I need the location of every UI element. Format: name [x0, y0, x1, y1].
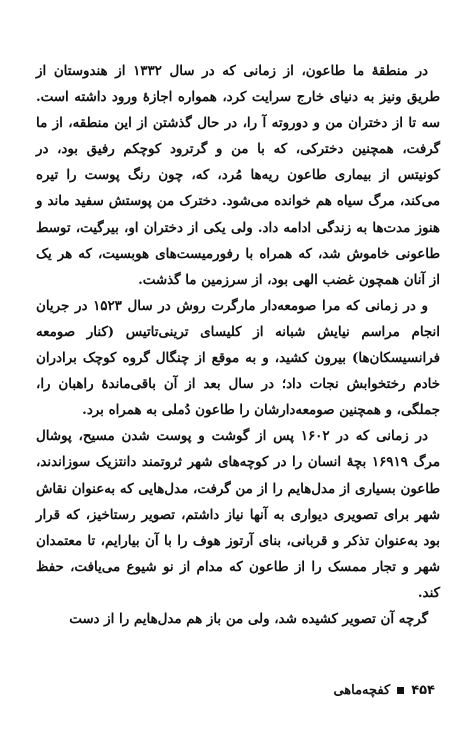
paragraph: در زمانی که در ۱۶۰۲ پس از گوشت و پوست شدن مسیح، پوشال مرگ ۱۶۹۱۹ بچهٔ انسان را در کوچه‌های شهر ثروتمند دانتزیک سوزاندند، طاعون بسیاری از مدل‌هایم را از من گرفت، مدل‌هایی که به‌عنوان نقاش شهر برای تصویری دیواری به آنها نیاز داشتم، تصویر رستاخیز، که قرار بود به‌عنوان تذکر و قربانی، بنای آرتوز هوف را با آن بیارایم، تا معتمدان شهر و تجار ممسک را از طاعون که مدام از نو شیوع می‌یافت، حفظ کند. [36, 428, 440, 601]
running-title: کفچه‌ماهی [333, 683, 391, 698]
body-text [36, 58, 440, 632]
page-footer [333, 683, 435, 698]
paragraph: گرچه آن تصویر کشیده شد، ولی من باز هم مدل‌هایم را از دست [69, 610, 428, 627]
square-bullet-icon [397, 687, 404, 694]
page-number: ۴۵۴ [411, 683, 435, 698]
paragraph: در منطقهٔ ما طاعون، از زمانی که در سال ۱۳۳۲ از هندوستان از طریق ونیز به دنیای خارج سرایت کرد، همواره اجازهٔ ورود داشته است. سه تا از دختران من و دوروته آ را، در حال گذشتن از این منطقه، از ما گرفت، همچنین دخترکی، که با من و گرترود کوچکم رفیق بود، در کونیتس از بیماری طاعون ریه‌ها مُرد، که، چون رنگ پوست را تیره می‌کند، مرگ سیاه هم خوانده می‌شود. دخترک من پوستش سفید ماند و هنوز مدت‌ها به زندگی ادامه داد. ولی یکی از دختران او، بیرگیت، توسط طاعونی خاموش شد، که همراه با رفورمیست‌های هوبسیت، که هر یک از آنان همچون غضب الهی بود، از سرزمین ما گذشت. [36, 63, 440, 288]
paragraph: و در زمانی که مرا صومعه‌دار مارگرت روش در سال ۱۵۲۳ در جریان انجام مراسم نیایش شبانه از کلیسای ترینی‌تاتیس (کنار صومعه فرانسیسکان‌ها) بیرون کشید، و به موقع از چنگال گروه کوچک برادران خادم رختخوابش نجات داد؛ در سال بعد از آن باقی‌ماندهٔ راهبان را، جملگی، و همچنین صومعه‌دارشان را طاعون دُملی به همراه برد. [36, 297, 440, 419]
